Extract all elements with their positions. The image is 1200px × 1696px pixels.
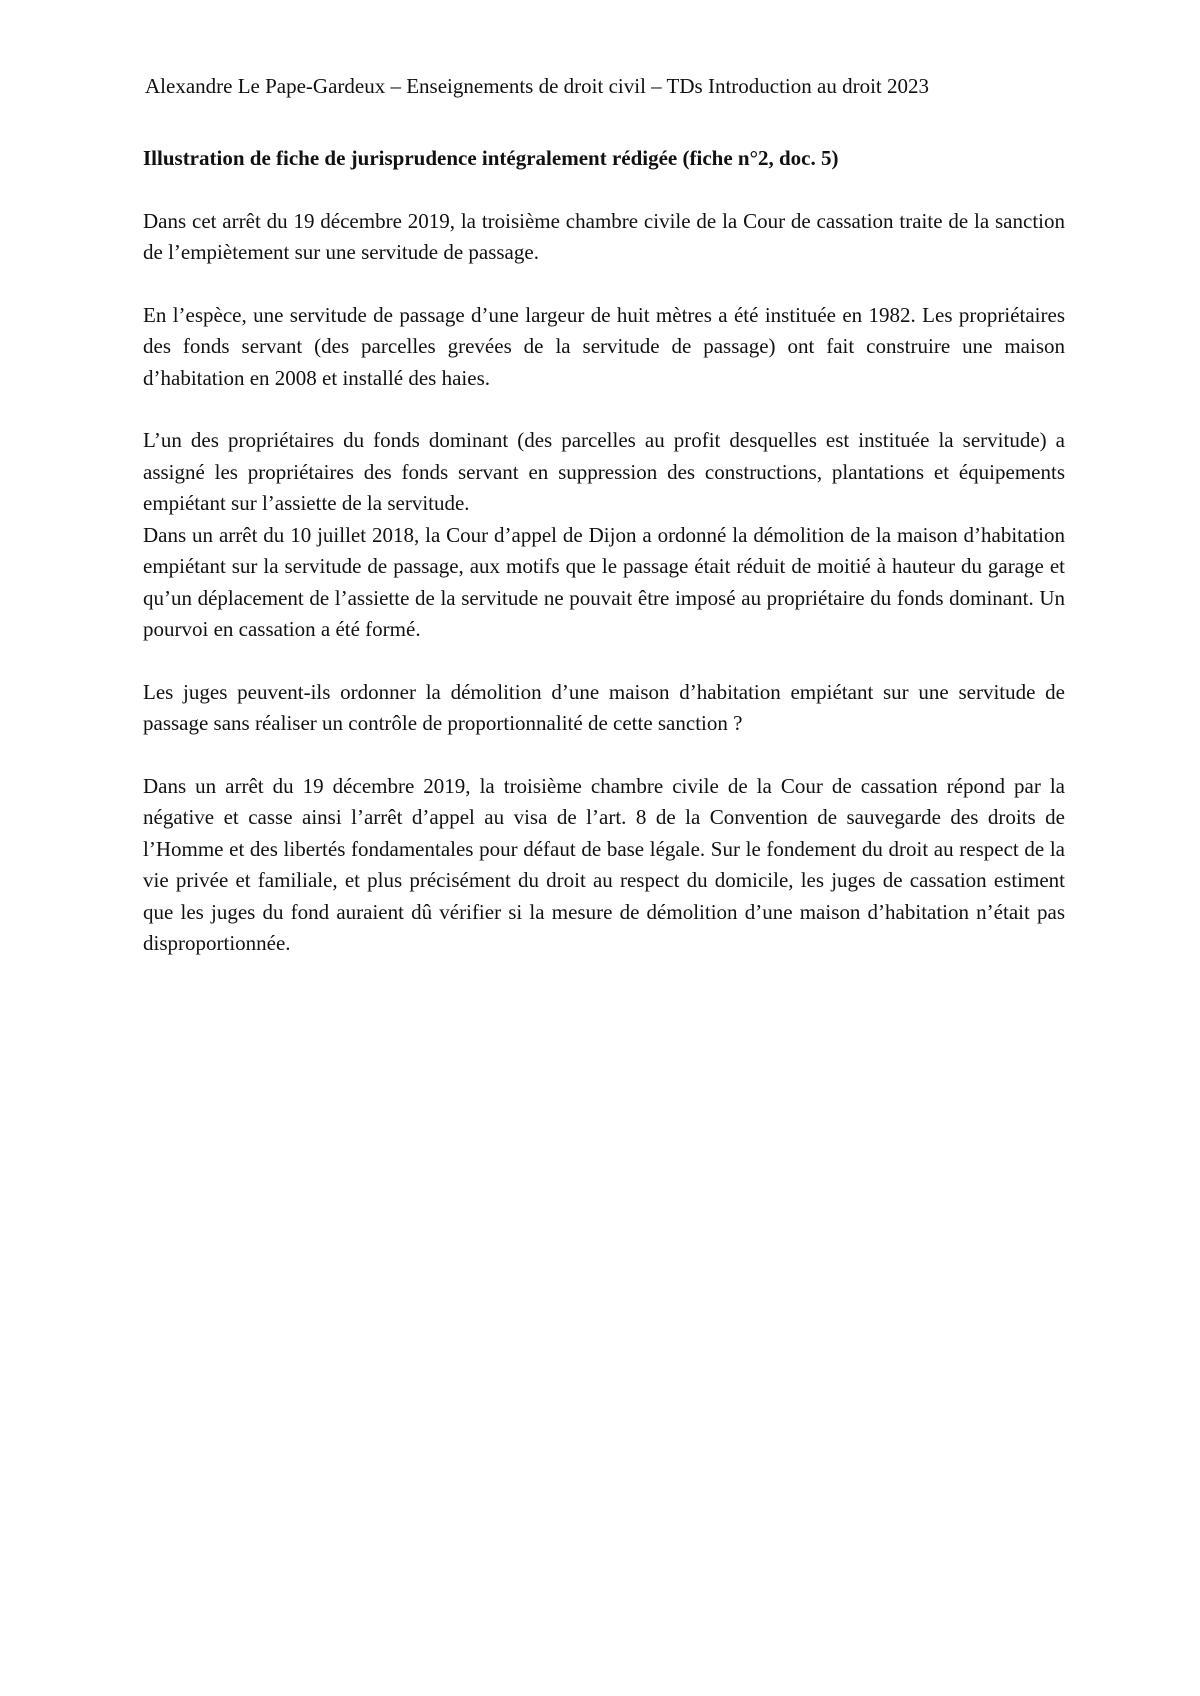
paragraph-procedure-appeal: Dans un arrêt du 10 juillet 2018, la Cour d’appel de Dijon a ordonné la démolition de la maison d’habitation empiétant sur la servitude de passage, aux motifs que le passage était réduit de moitié à hauteur du garage et qu’un déplacement de l’assiette de la servitude ne pouvait être imposé au propriétaire du fonds dominant. Un pourvoi en cassation a été formé. bbox=[143, 522, 1065, 641]
paragraph-introduction: Dans cet arrêt du 19 décembre 2019, la troisième chambre civile de la Cour de cassation traite de la sanction de l’empiètement sur une servitude de passage. bbox=[143, 208, 1065, 264]
document-body bbox=[143, 143, 1065, 991]
page-header: Alexandre Le Pape-Gardeux – Enseignements de droit civil – TDs Introduction au droit 2023 bbox=[145, 74, 929, 98]
paragraph-legal-question: Les juges peuvent-ils ordonner la démolition d’une maison d’habitation empiétant sur une servitude de passage sans réaliser un contrôle de proportionnalité de cette sanction ? bbox=[143, 679, 1065, 735]
paragraph-solution: Dans un arrêt du 19 décembre 2019, la troisième chambre civile de la Cour de cassation répond par la négative et casse ainsi l’arrêt d’appel au visa de l’art. 8 de la Convention de sauvegarde des droits de l’Homme et des libertés fondamentales pour défaut de base légale. Sur le fondement du droit au respect de la vie privée et familiale, et plus précisément du droit au respect du domicile, les juges de cassation estiment que les juges du fond auraient dû vérifier si la mesure de démolition d’une maison d’habitation n’était pas disproportionnée. bbox=[143, 773, 1065, 955]
paragraph-procedure-claim: L’un des propriétaires du fonds dominant (des parcelles au profit desquelles est instituée la servitude) a assigné les propriétaires des fonds servant en suppression des constructions, plantations et équipements empiétant sur l’assiette de la servitude. bbox=[143, 428, 1065, 515]
paragraph-facts: En l’espèce, une servitude de passage d’une largeur de huit mètres a été instituée en 1982. Les propriétaires des fonds servant (des parcelles grevées de la servitude de passage) ont fait construire une maison d’habitation en 2008 et installé des haies. bbox=[143, 302, 1065, 390]
document-title: Illustration de fiche de jurisprudence intégralement rédigée (fiche n°2, doc. 5) bbox=[143, 146, 839, 170]
